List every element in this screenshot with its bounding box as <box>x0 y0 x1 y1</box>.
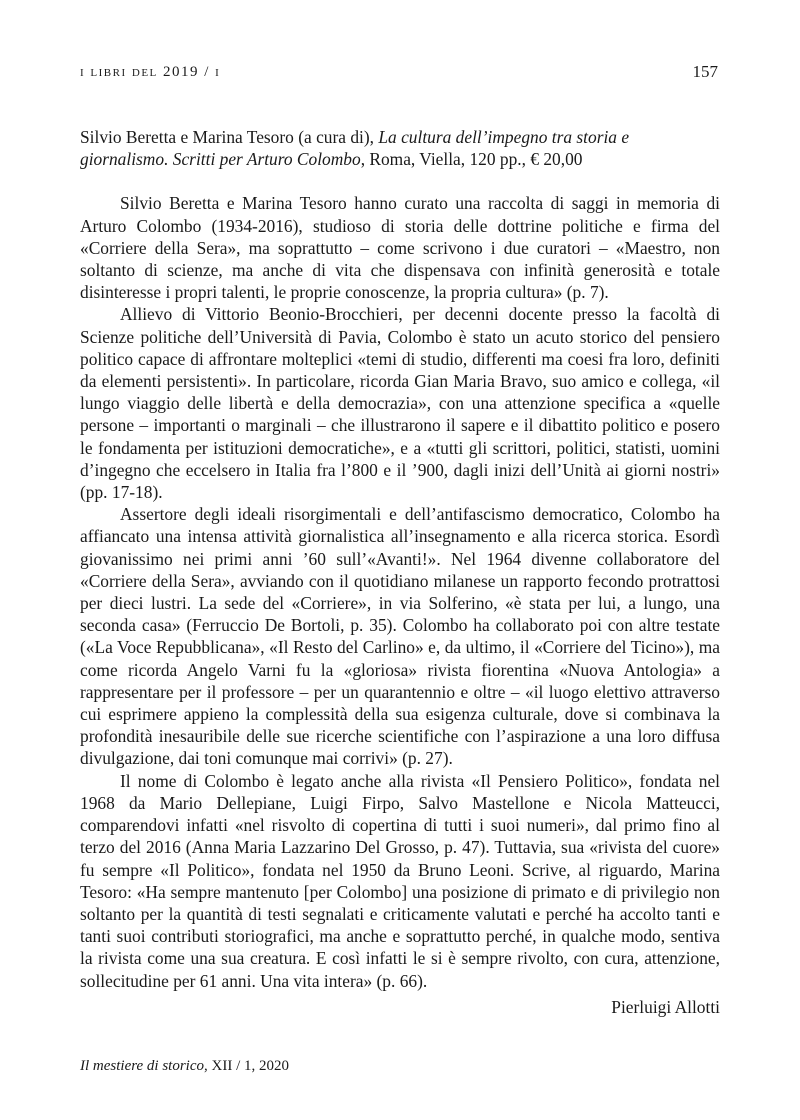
citation-title: La cultura dell’impegno tra storia e giornalismo. Scritti per Arturo Colombo <box>80 127 630 170</box>
citation-authors: Silvio Beretta e Marina Tesoro (a cura di), <box>80 127 379 147</box>
review-paragraph-4: Il nome di Colombo è legato anche alla rivista «Il Pensiero Politico», fondata nel 1968 da Mario Dellepiane, Luigi Firpo, Salvo Mastellone e Nicola Matteucci, comparendovi infatti «nel risvolto di copertina di tutti i suoi numeri», dal primo fino al terzo del 2016 (Anna Maria Lazzarino Del Grosso, p. 47). Tuttavia, sua «rivista del cuore» fu sempre «Il Politico», fondata nel 1950 da Bruno Leoni. Scrive, al riguardo, Marina Tesoro: «Ha sempre mantenuto [per Colombo] una posizione di primato e di privilegio non soltanto per la quantità di testi segnalati e criticamente valutati e perché ha accolto tanti e tanti suoi contributi storiografici, ma anche e soprattutto perché, in qualche modo, sentiva la rivista come una sua creatura. E così infatti le si è sempre rivolto, con cura, attenzione, sollecitudine per 61 anni. Una vita intera» (p. 66). <box>80 770 720 991</box>
review-paragraph-2: Allievo di Vittorio Beonio-Brocchieri, per decenni docente presso la facoltà di Scienze politiche dell’Università di Pavia, Colombo è stato un acuto storico del pensiero politico capace di affrontare molteplici «temi di studio, differenti ma coesi fra loro, definiti da elementi persistenti». In particolare, ricorda Gian Maria Bravo, suo amico e collega, «il lungo viaggio delle libertà e della democrazia», con una attenzione specifica a «quelle persone – importanti o marginali – che illustrarono il sapere e il dibattito politico e posero le fondamenta per istituzioni democratiche», e a «tutti gli scrittori, politici, statisti, uomini d’ingegno che eccelsero in Italia fra l’800 e il ’900, dagli inizi dell’Unità ai giorni nostri» (pp. 17-18). <box>80 304 720 503</box>
review-paragraph-1: Silvio Beretta e Marina Tesoro hanno curato una raccolta di saggi in memoria di Arturo Colombo (1934-2016), studioso di storia delle dottrine politiche e firma del «Corriere della Sera», ma soprattutto – come scrivono i due curatori – «Maestro, non soltanto di scienze, ma anche di vita che dispensava con infinità generosità e totale disinteresse i propri talenti, le proprie conoscenze, la propria cultura» (p. 7). <box>80 193 720 303</box>
footer-journal: Il mestiere di storico <box>80 1058 205 1074</box>
page-footer <box>80 1058 289 1075</box>
book-citation <box>80 126 720 170</box>
page-number: 157 <box>692 62 718 81</box>
footer-issue: , XII / 1, 2020 <box>204 1058 290 1074</box>
review-paragraph-3: Assertore degli ideali risorgimentali e dell’antifascismo democratico, Colombo ha affiancato una intensa attività giornalistica all’insegnamento e alla ricerca storica. Esordì giovanissimo nei primi anni ’60 sull’«Avanti!». Nel 1964 divenne collaboratore del «Corriere della Sera», avviando con il quotidiano milanese un rapporto fecondo protrattosi per dieci lustri. La sede del «Corriere», in via Solferino, «è stata per lui, a lungo, una seconda casa» (Ferruccio De Bortoli, p. 35). Colombo ha collaborato poi con altre testate («La Voce Repubblicana», «Il Resto del Carlino» e, da ultimo, il «Corriere del Ticino»), ma come ricorda Angelo Varni fu la «gloriosa» rivista fiorentina «Nuova Antologia» a rappresentare per il professore – per un quarantennio e oltre – «il luogo elettivo attraverso cui esprimere appieno la complessità della sua esigenza culturale, dove si combinava la profondità inesauribile delle sue ricerche scientifiche con l’aspirazione a una loro diffusa divulgazione, dai toni comunque mai corrivi» (p. 27). <box>80 504 720 769</box>
review-author: Pierluigi Allotti <box>611 996 720 1017</box>
citation-publication: , Roma, Viella, 120 pp., € 20,00 <box>360 149 583 170</box>
review-body <box>80 126 720 1018</box>
running-head: i libri del 2019 / i <box>80 64 221 80</box>
